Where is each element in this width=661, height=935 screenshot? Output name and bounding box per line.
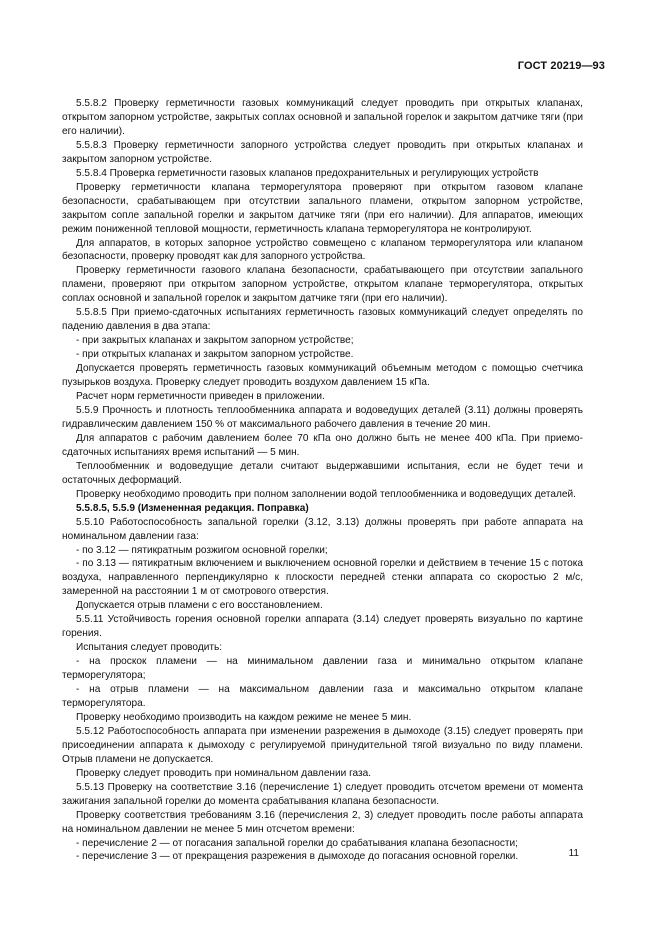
paragraph: Проверку следует проводить при номинальном давлении газа. <box>76 767 372 779</box>
list-item: - при открытых клапанах и закрытом запорном устройстве. <box>76 349 354 361</box>
paragraph: Проверку соответствия требованиям 3.16 (перечисления 2, 3) следует проводить после работы аппарата на номинальном давлении не менее 5 мин отсчетом времени: <box>62 809 583 835</box>
paragraph: Проверку необходимо проводить при полном заполнении водой теплообменника и водоведущих деталей. <box>76 488 576 500</box>
paragraph-5-5-8-5: 5.5.8.5 При приемо-сдаточных испытаниях герметичность газовых коммуникаций следует определять по падению давления в два этапа: <box>62 307 583 333</box>
amendment-note: 5.5.8.5, 5.5.9 (Измененная редакция. Поправка) <box>76 502 309 514</box>
document-code-header: ГОСТ 20219—93 <box>517 60 605 72</box>
list-item: - по 3.12 — пятикратным розжигом основной горелки; <box>76 544 328 556</box>
paragraph-5-5-8-2: 5.5.8.2 Проверку герметичности газовых коммуникаций следует проводить при открытых клапанах, открытом запорном устройстве, закрытых соплах основной и запальной горелок и закрытом датчике тяги (при его наличии). <box>62 98 583 137</box>
list-item: - перечисление 3 — от прекращения разрежения в дымоходе до погасания основной горелки. <box>76 851 519 863</box>
paragraph-5-5-8-3: 5.5.8.3 Проверку герметичности запорного устройства следует проводить при открытых клапанах и закрытом запорном устройстве. <box>62 139 583 165</box>
paragraph-5-5-11: 5.5.11 Устойчивость горения основной горелки аппарата (3.14) следует проверять визуально по картине горения. <box>62 614 583 640</box>
paragraph: Для аппаратов с рабочим давлением более 70 кПа оно должно быть не менее 400 кПа. При приемо-сдаточных испытаниях время испытаний — 5 мин. <box>62 432 583 458</box>
list-item: - перечисление 2 — от погасания запальной горелки до срабатывания клапана безопасности; <box>76 837 518 849</box>
paragraph: Проверку герметичности клапана терморегулятора проверяют при открытом газовом клапане безопасности, срабатывающем при отсутствии запального пламени, открытом запорном устройстве, закрытом сопле запальной горелки и закрытом датчике тяги (при его наличии). Для аппаратов, имеющих режим пониженной тепловой мощности, герметичность клапана терморегулятора не контролируют. <box>62 181 583 235</box>
list-item: - при закрытых клапанах и закрытом запорном устройстве; <box>76 335 354 347</box>
paragraph: Для аппаратов, в которых запорное устройство совмещено с клапаном терморегулятора или клапаном безопасности, проверку проводят как для запорного устройства. <box>62 237 583 263</box>
list-item: - на отрыв пламени — на максимальном давлении газа и максимально открытом клапане терморегулятора. <box>62 684 583 709</box>
list-item: - по 3.13 — пятикратным включением и выключением основной горелки и действием в течение 15 с потока воздуха, направленного перпендикулярно к плоскости передней стенки аппарата со скоростью 2 м/с, замеренной на расстоянии 1 м от смотрового отверстия. <box>62 558 583 598</box>
document-body <box>62 97 583 864</box>
list-item: - на проскок пламени — на минимальном давлении газа и минимально открытом клапане терморегулятора; <box>62 656 583 682</box>
paragraph: Допускается проверять герметичность газовых коммуникаций объемным методом с помощью счетчика пузырьков воздуха. Проверку следует проводить воздухом давлением 15 кПа. <box>62 363 583 389</box>
paragraph: Расчет норм герметичности приведен в приложении. <box>76 391 325 403</box>
page-number: 11 <box>568 848 579 859</box>
paragraph-5-5-9: 5.5.9 Прочность и плотность теплообменника аппарата и водоведущих деталей (3.11) должны проверять гидравлическим давлением 150 % от максимального рабочего давления в течение 20 мин. <box>62 404 583 430</box>
paragraph-5-5-10: 5.5.10 Работоспособность запальной горелки (3.12, 3.13) должны проверять при работе аппарата на номинальном давлении газа: <box>62 516 583 542</box>
paragraph: Допускается отрыв пламени с его восстановлением. <box>76 600 323 612</box>
paragraph-5-5-8-4: 5.5.8.4 Проверка герметичности газовых клапанов предохранительных и регулирующих устройств <box>76 167 539 179</box>
paragraph-5-5-13: 5.5.13 Проверку на соответствие 3.16 (перечисление 1) следует проводить отсчетом времени от момента зажигания запальной горелки до момента срабатывания клапана безопасности. <box>62 781 583 807</box>
paragraph-5-5-12: 5.5.12 Работоспособность аппарата при изменении разрежения в дымоходе (3.15) следует проверять при присоединении аппарата к дымоходу с регулируемой принудительной тягой визуально по виду пламени. Отрыв пламени не допускается. <box>62 725 583 765</box>
paragraph: Испытания следует проводить: <box>76 642 223 654</box>
paragraph: Теплообменник и водоведущие детали считают выдержавшими испытания, если не будет течи и остаточных деформаций. <box>62 460 583 486</box>
paragraph: Проверку герметичности газового клапана безопасности, срабатывающего при отсутствии запального пламени, проверяют при открытом запорном устройстве, открытом клапане терморегулятора, открытых соплах основной и запальной горелок и закрытом датчике тяги (при его наличии). <box>62 265 583 305</box>
paragraph: Проверку необходимо производить на каждом режиме не менее 5 мин. <box>76 711 412 723</box>
